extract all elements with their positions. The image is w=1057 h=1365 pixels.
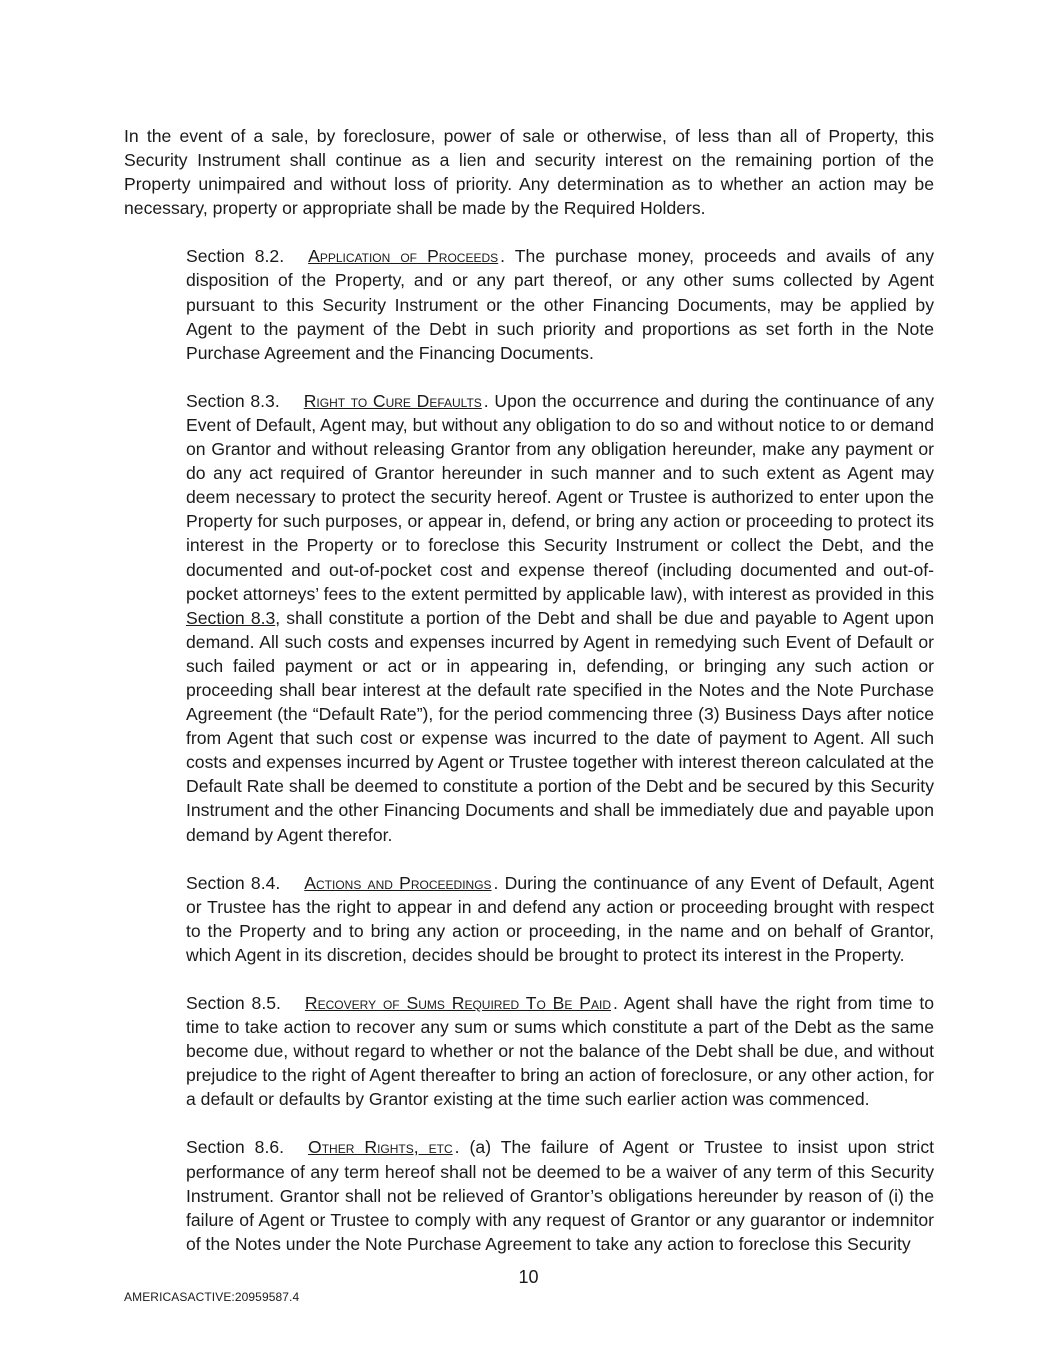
section-text: . The purchase money, proceeds and avails of any disposition of the Property, and or any part thereof, or any other sums collected by Agent pursuant to this Security Instrument or the other Financing Documents, may be applied by Agent to the payment of the Debt in such priority and proportions as set forth in the Note Purchase Agreement and the Financing Documents. bbox=[186, 246, 935, 363]
section-label: Section 8.5. bbox=[186, 993, 281, 1013]
section-text: . During the continuance of any Event of Default, Agent or Trustee has the right to appear in and defend any action or proceeding brought with respect to the Property and to bring any action or proceeding, in the name and on behalf of Grantor, which Agent in its discretion, decides should be brought to protect its interest in the Property. bbox=[186, 872, 934, 965]
page-number: 10 bbox=[518, 1267, 539, 1287]
section-label: Section 8.2. bbox=[186, 246, 285, 267]
document-page bbox=[124, 124, 934, 1280]
section-cross-reference: Section 8.3 bbox=[186, 607, 276, 628]
section-8-5 bbox=[124, 991, 934, 1111]
section-heading: Application of Proceeds bbox=[308, 246, 499, 267]
intro-paragraph: In the event of a sale, by foreclosure, power of sale or otherwise, of less than all of Property, this Security Instrument shall continue as a lien and security interest on the remaining portion of the Property unimpaired and without loss of priority. Any determination as to whether an action may be necessary, property or appropriate shall be made by the Required Holders. bbox=[124, 126, 934, 219]
section-text: . Upon the occurrence and during the continuance of any Event of Default, Agent may, but without any obligation to do so and without notice to or demand on Grantor and without releasing Grantor from any obligation hereunder, make any payment or do any act required of Grantor hereunder in such manner and to such extent as Agent may deem necessary to protect the security hereof. Agent or Trustee is authorized to enter upon the Property for such purposes, or appear in, defend, or bring any action or proceeding to protect its interest in the Property or to foreclose this Security Instrument or collect the Debt, and the documented and out-of-pocket cost and expense thereof (including documented and out-of-pocket attorneys’ fees to the extent permitted by applicable law), with interest as provided in this bbox=[186, 390, 935, 604]
section-8-4 bbox=[124, 871, 934, 967]
section-8-6 bbox=[124, 1135, 934, 1255]
section-heading: Other Rights, etc bbox=[308, 1137, 453, 1158]
section-label: Section 8.4. bbox=[186, 872, 281, 893]
document-id: AMERICASACTIVE:20959587.4 bbox=[124, 1290, 300, 1304]
section-8-3 bbox=[124, 389, 934, 847]
section-text: . (a) The failure of Agent or Trustee to insist upon strict performance of any term hereof shall not be deemed to be a waiver of any term of this Security Instrument. Grantor shall not be relieved of Grantor’s obligations hereunder by reason of (i) the failure of Agent or Trustee to comply with any request of Grantor or any guarantor or indemnitor of the Notes under the Note Purchase Agreement to take any action to foreclose this Security bbox=[186, 1137, 935, 1254]
section-heading: Actions and Proceedings bbox=[304, 872, 492, 893]
section-heading: Right to Cure Defaults bbox=[303, 390, 482, 411]
section-label: Section 8.3. bbox=[186, 390, 280, 411]
section-8-2 bbox=[124, 244, 934, 364]
section-label: Section 8.6. bbox=[186, 1137, 285, 1158]
section-heading: Recovery of Sums Required To Be Paid bbox=[304, 993, 611, 1013]
section-text-continued: , shall constitute a portion of the Debt and shall be due and payable to Agent upon demand. All such costs and expenses incurred by Agent in remedying such Event of Default or such failed payment or act or in appearing in, defending, or bringing any such action or proceeding shall bear interest at the default rate specified in the Notes and the Note Purchase Agreement (the “Default Rate”), for the period commencing three (3) Business Days after notice from Agent that such cost or expense was incurred to the date of payment to Agent. All such costs and expenses incurred by Agent or Trustee together with interest thereon calculated at the Default Rate shall be deemed to constitute a portion of the Debt and be secured by this Security Instrument and the other Financing Documents and shall be immediately due and payable upon demand by Agent therefor. bbox=[186, 607, 934, 845]
section-text: . Agent shall have the right from time to time to take action to recover any sum or sums which constitute a part of the Debt as the same become due, without regard to whether or not the balance of the Debt shall be due, and without prejudice to the right of Agent thereafter to bring an action of foreclosure, or any other action, for a default or defaults by Grantor existing at the time such earlier action was commenced. bbox=[186, 993, 934, 1110]
